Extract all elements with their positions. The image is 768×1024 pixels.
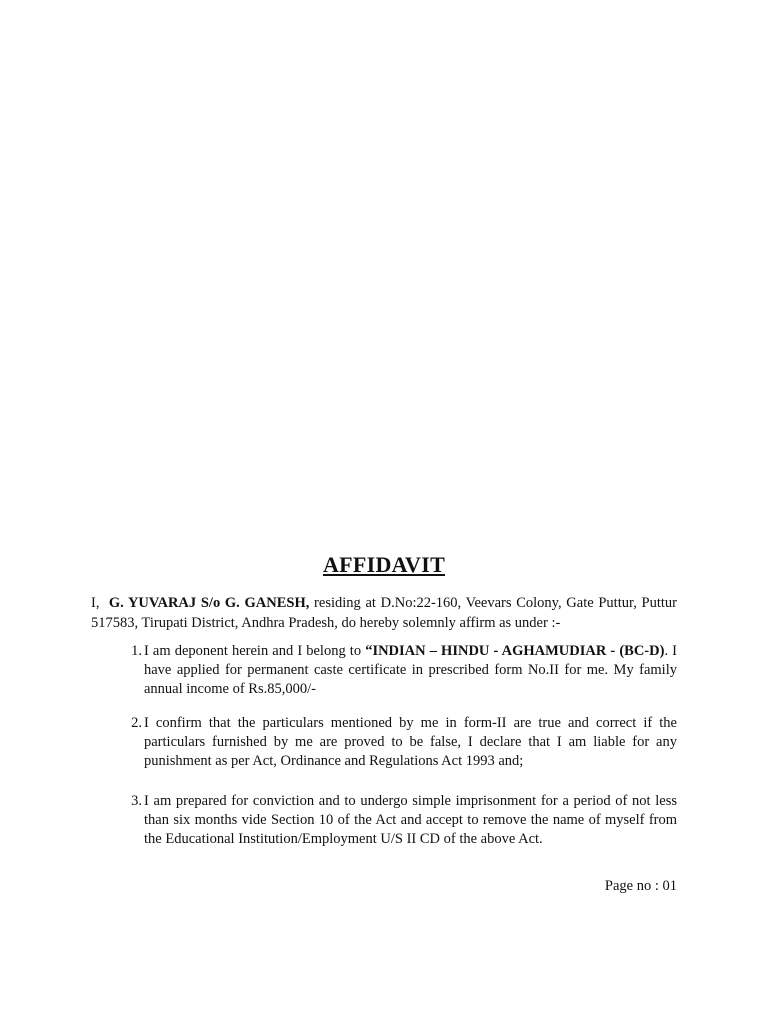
document-title: AFFIDAVIT: [322, 552, 446, 577]
item-number: 1.: [131, 643, 142, 659]
intro-text: residing at D.No:22-160, Veevars Colony, Gate Puttur, Puttur 517583, Tirupati District, Andhra Pradesh, do hereby solemnly affirm as under :-: [91, 595, 678, 631]
item-text: . I have applied for permanent caste certificate in prescribed form No.II for me. My family annual income of Rs.85,000/-: [144, 643, 677, 697]
page-number: Page no : 01: [604, 878, 677, 894]
intro-prefix: I,: [91, 595, 100, 611]
intro-paragraph: [91, 594, 677, 633]
item-number: 2.: [131, 715, 142, 731]
item-number: 3.: [131, 793, 142, 809]
item-text: I confirm that the particulars mentioned by me in form-II are true and correct if the particulars furnished by me are proved to be false, I declare that I am liable for any punishment as per Act, Ordinance and Regulations Act 1993 and;: [144, 715, 677, 769]
list-item: [131, 714, 677, 771]
list-item: [131, 792, 677, 849]
caste-declaration: “INDIAN – HINDU - AGHAMUDIAR - (BC-D): [365, 643, 665, 659]
item-text: I am prepared for conviction and to undergo simple imprisonment for a period of not less than six months vide Section 10 of the Act and accept to remove the name of myself from the Educational Institution/Employment U/S II CD of the above Act.: [144, 793, 677, 847]
item-text: I am deponent herein and I belong to: [144, 643, 366, 659]
list-item: [131, 642, 677, 699]
deponent-name: G. YUVARAJ S/o G. GANESH,: [108, 595, 310, 611]
